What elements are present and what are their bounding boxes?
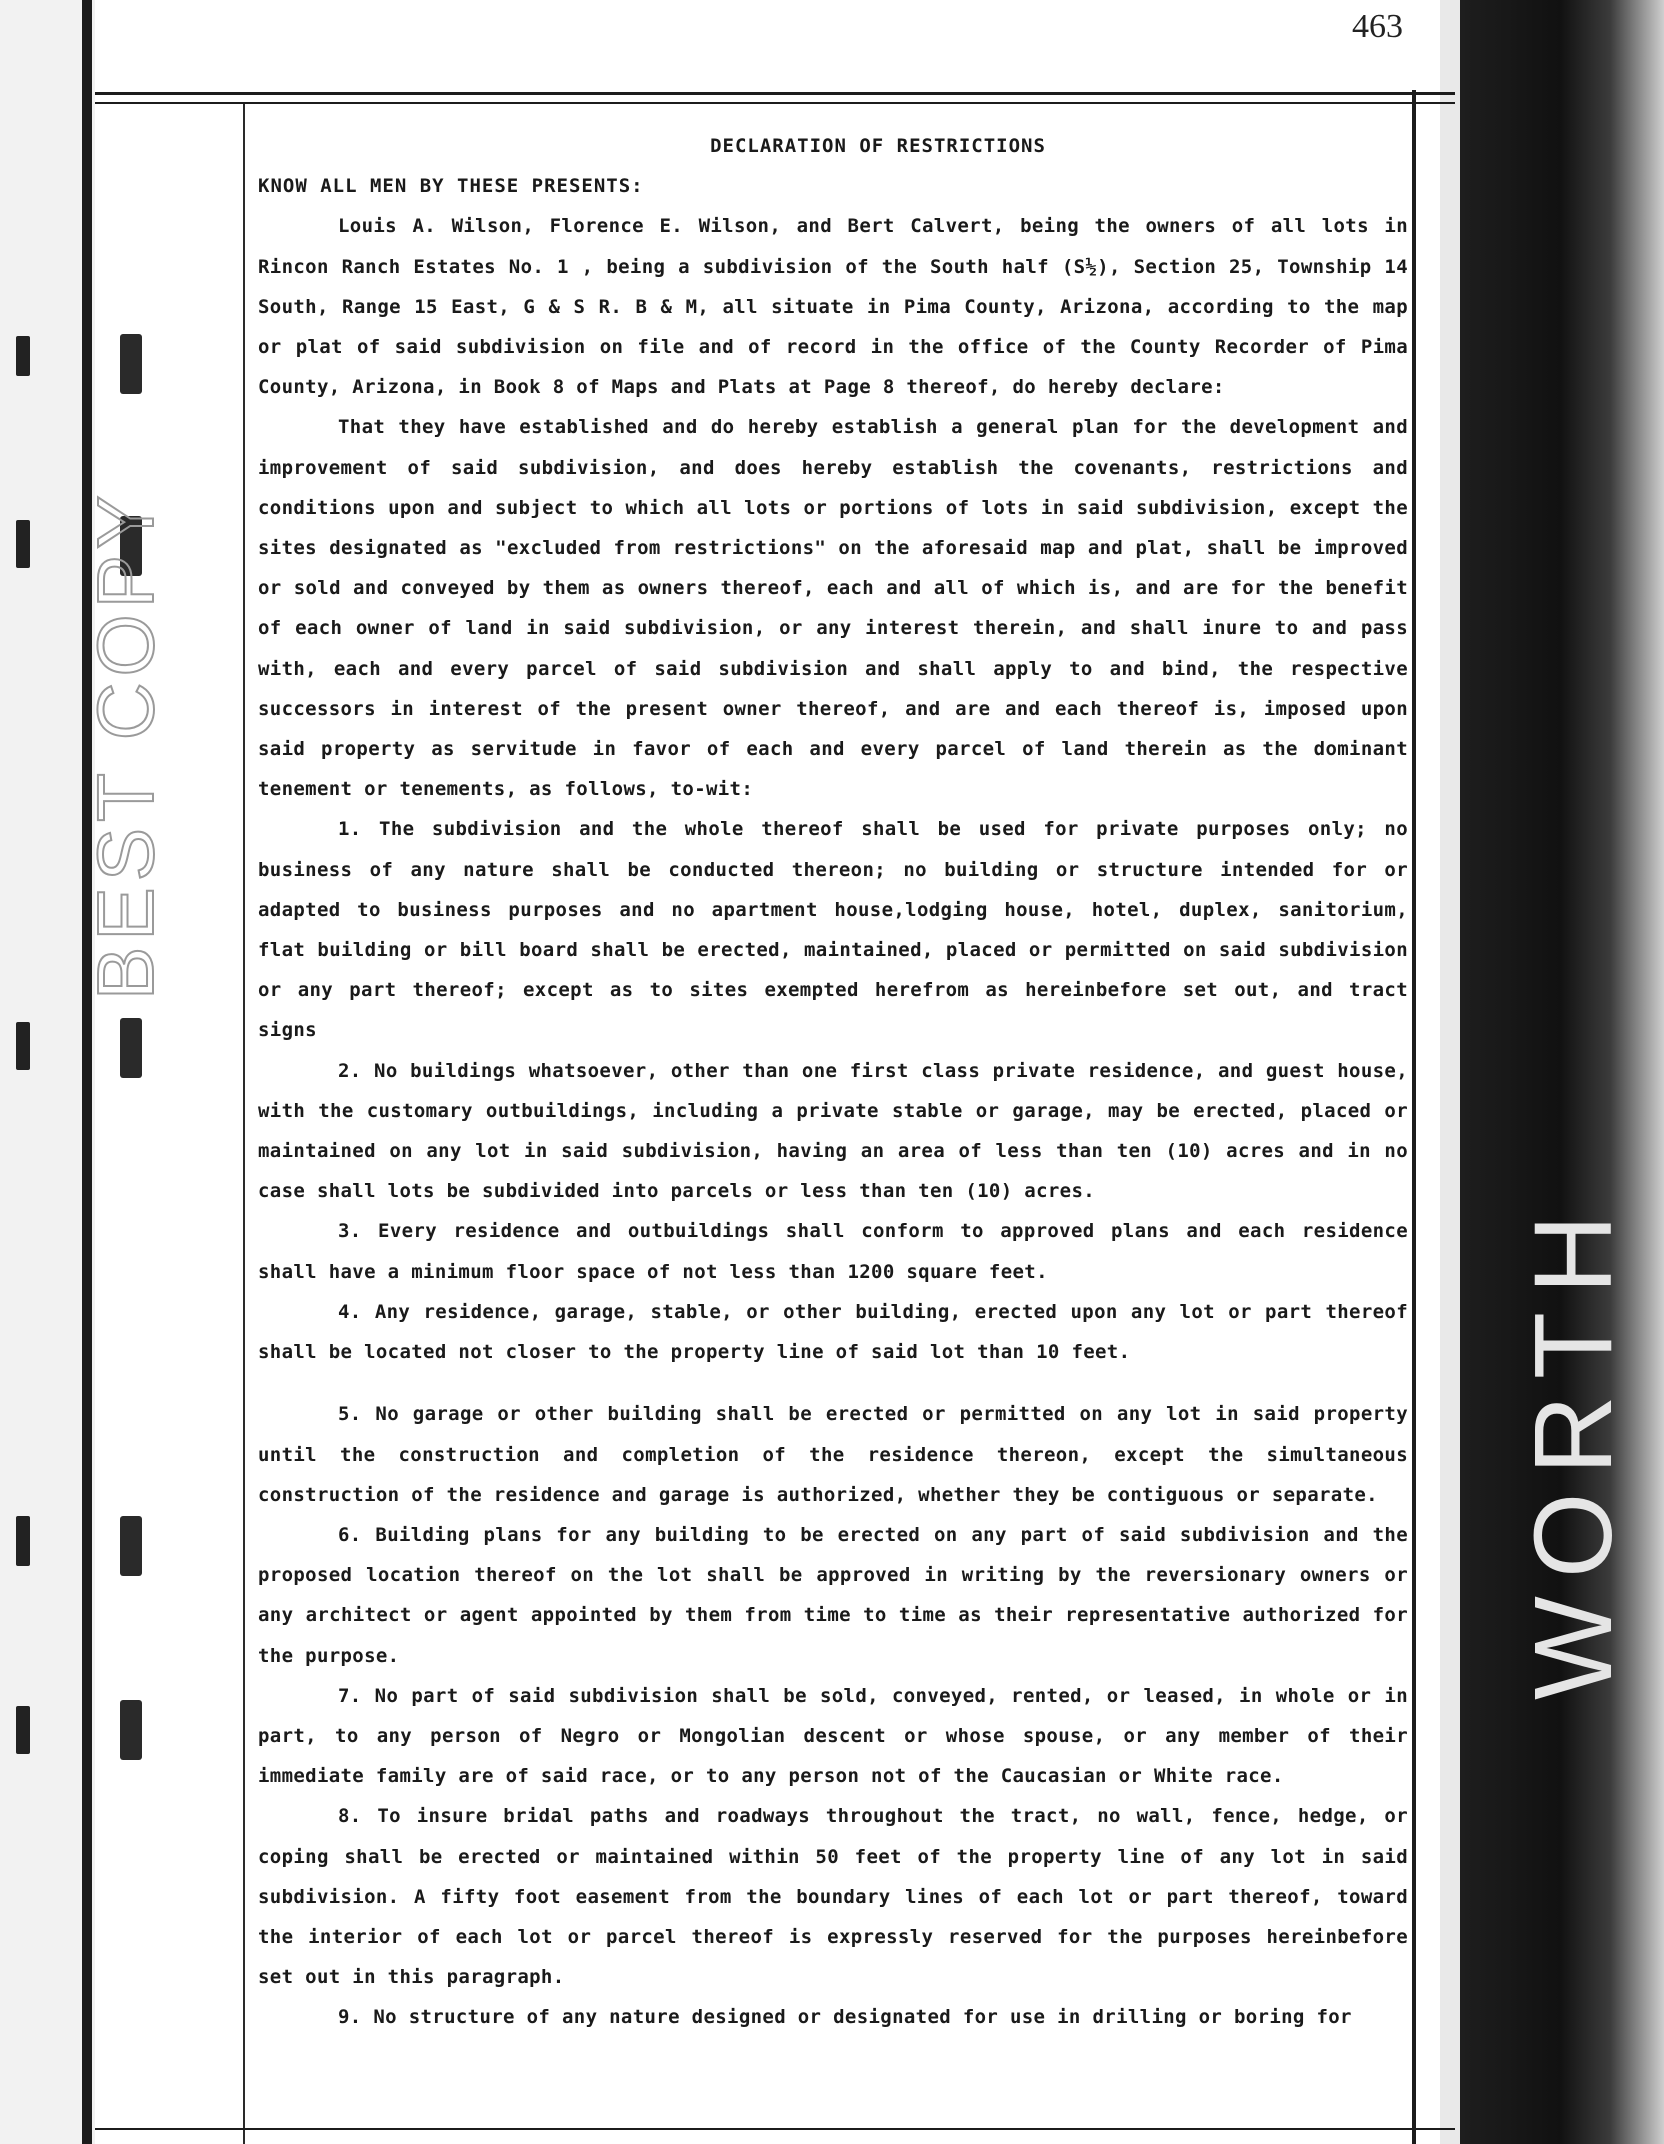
binding-mark (16, 520, 30, 568)
paragraph-general-plan: That they have established and do hereby establish a general plan for the development and improvement of said subdivision, and does hereby establish the covenants, restrictions and conditions upon and subject to which all lots or portions of lots in said subdivision, except the sites designated as "excluded from restrictions" on the aforesaid map and plat, shall be improved or sold and conveyed by them as owners thereof, each and all of which is, and are for the benefit of each owner of land in said subdivision, or any interest therein, and shall inure to and pass with, each and every parcel of said subdivision and shall apply to and bind, the respective successors in interest of the present owner thereof, and are and each thereof is, imposed upon said property as servitude in favor of each and every parcel of land therein as the dominant tenement or tenements, as follows, to-wit: (258, 416, 1408, 801)
paragraph-item-2: 2. No buildings whatsoever, other than one first class private residence, and guest house, with the customary outbuildings, including a private stable or garage, may be erected, placed or maintained on any lot in said subdivision, having an area of less than ten (10) acres and in no case shall lots be subdivided into parcels or less than ten (10) acres. (258, 1059, 1408, 1203)
paragraph-item-3: 3. Every residence and outbuildings shall conform to approved plans and each residence shall have a minimum floor space of not less than 1200 square feet. (258, 1220, 1408, 1283)
best-copy-stamp (80, 489, 180, 1000)
left-margin-strip (0, 0, 95, 2144)
document-title: DECLARATION OF RESTRICTIONS (710, 135, 1046, 157)
binding-mark (16, 1706, 30, 1754)
binding-box (120, 1700, 142, 1760)
binding-box (120, 1018, 142, 1078)
right-page-edge (1440, 0, 1664, 2144)
paragraph-gap (258, 1372, 1408, 1394)
paragraph-item-1: 1. The subdivision and the whole thereof shall be used for private purposes only; no business of any nature shall be conducted thereon; no building or structure intended for or adapted to business purposes and no apartment house,lodging house, hotel, duplex, sanitorium, flat building or bill board shall be erected, maintained, placed or permitted on said subdivision or any part thereof; except as to sites exempted herefrom as hereinbefore set out, and tract signs (258, 818, 1408, 1042)
top-rule (95, 92, 1455, 95)
bottom-rule (95, 2128, 1455, 2130)
paragraph-item-7: 7. No part of said subdivision shall be sold, conveyed, rented, or leased, in whole or in part, to any person of Negro or Mongolian descent or whose spouse, or any member of their immediate family are of said race, or to any person not of the Caucasian or White race. (258, 1684, 1408, 1788)
document-heading: KNOW ALL MEN BY THESE PRESENTS: (258, 175, 644, 198)
paragraph-item-8: 8. To insure bridal paths and roadways throughout the tract, no wall, fence, hedge, or coping shall be erected or maintained within 50 feet of the property line of any lot in said subdivision. A fifty foot easement from the boundary lines of each lot or part thereof, toward the interior of each lot or parcel thereof is expressly reserved for the purposes hereinbefore set out in this paragraph. (258, 1805, 1408, 1989)
binding-mark (16, 1022, 30, 1070)
top-rule (95, 102, 1455, 104)
paragraph-preamble: Louis A. Wilson, Florence E. Wilson, and Bert Calvert, being the owners of all lots in Rincon Ranch Estates No. 1 , being a subdivision of the South half (S½), Section 25, Township 14 South, Range 15 East, G & S R. B & M, all situate in Pima County, Arizona, according to the map or plat of said subdivision on file and of record in the office of the County Recorder of Pima County, Arizona, in Book 8 of Maps and Plats at Page 8 thereof, do hereby declare: (258, 215, 1408, 399)
edge-stamp-text: WORTH (1512, 1196, 1635, 1700)
binding-box (120, 334, 142, 394)
paragraph-item-4: 4. Any residence, garage, stable, or other building, erected upon any lot or part thereof shall be located not closer to the property line of said lot than 10 feet. (258, 1300, 1408, 1364)
right-border-rule (1412, 90, 1416, 2144)
binding-mark (16, 336, 30, 376)
binding-box (120, 1516, 142, 1576)
margin-rule (243, 104, 245, 2144)
paragraph-item-6: 6. Building plans for any building to be erected on any part of said subdivision and the proposed location thereof on the lot shall be approved in writing by the reversionary owners or any architect or agent appointed by them from time to time as their representative authorized for the purpose. (258, 1523, 1408, 1667)
page-number: 463 (1352, 8, 1403, 45)
binding-mark (16, 1516, 30, 1566)
paragraph-item-9: 9. No structure of any nature designed or designated for use in drilling or boring for (338, 2006, 1352, 2029)
left-binding-rule (82, 0, 92, 2144)
paragraph-item-5: 5. No garage or other building shall be erected or permitted on any lot in said property until the construction and completion of the residence thereon, except the simultaneous construction of the residence and garage is authorized, whether they be contiguous or separate. (258, 1403, 1408, 1506)
document-body (258, 126, 1408, 2038)
best-copy-stamp-text: BEST COPY (81, 489, 170, 1000)
